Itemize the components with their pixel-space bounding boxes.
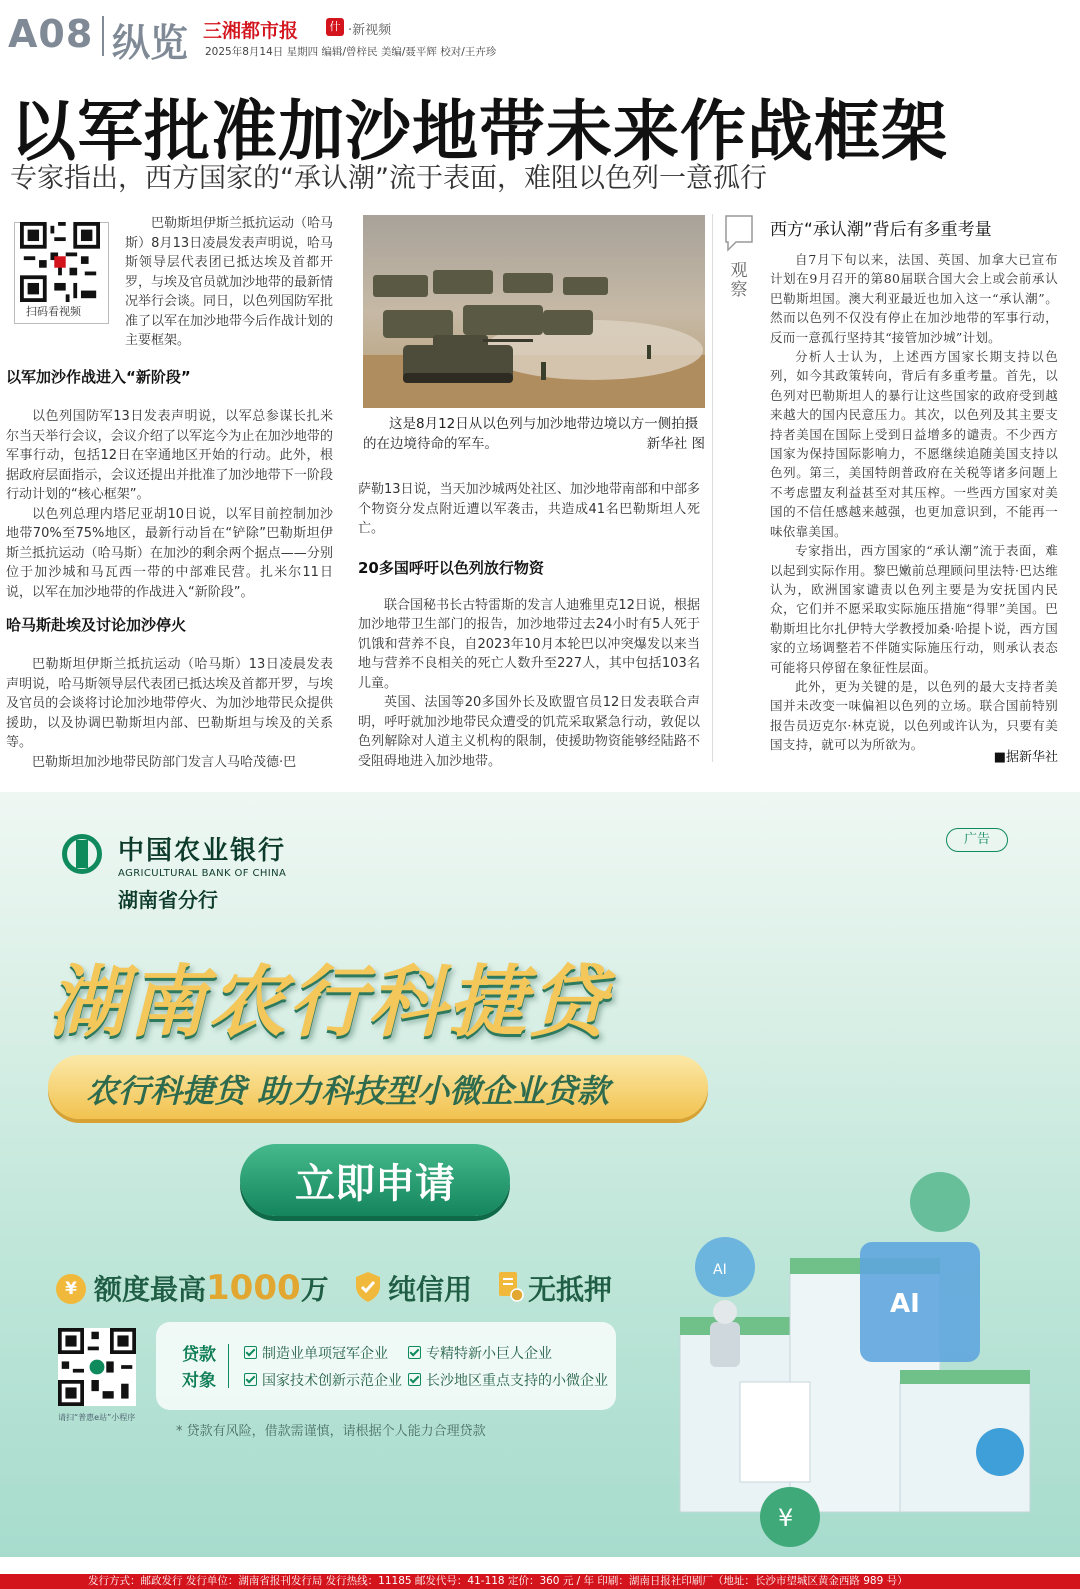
video-qr-code-icon[interactable]	[20, 222, 100, 302]
section2-para: 巴勒斯坦伊斯兰抵抗运动（哈马斯）13日凌晨发表声明说，哈马斯领导层代表团已抵达埃及首都开罗，与埃及官员的会谈将讨论加沙地带停火、为加沙地带民众提供援助，以及协调巴勒斯坦内部、巴勒斯坦与埃及的关系等。	[6, 657, 333, 750]
section3-title: 20多国呼吁以色列放行物资	[358, 558, 544, 577]
miniprogram-qr-code-icon[interactable]	[58, 1328, 136, 1406]
section2-title: 哈马斯赴埃及讨论加沙停火	[6, 616, 187, 634]
headline: 以军批准加沙地带未来作战框架	[10, 93, 948, 170]
speech-bubble-icon	[724, 214, 754, 254]
header-divider	[102, 16, 104, 56]
svg-text:¥: ¥	[778, 1504, 794, 1532]
tech-illustration	[640, 1122, 1080, 1557]
bank-name: 中国农业银行	[118, 836, 287, 866]
section3-para: 英国、法国等20多国外长及欧盟官员12日发表联合声明，呼吁就加沙地带民众遭受的饥荒采取紧急行动，敦促以色列解除对人道主义机构的限制，使援助物资能够经陆路不受阻碍地进入加沙地带。	[358, 695, 700, 769]
target-item: 长沙地区重点支持的小微企业	[426, 1373, 608, 1389]
no-collateral-icon	[496, 1270, 524, 1302]
subheadline: 专家指出，西方国家的“承认潮”流于表面，难阻以色列一意孤行	[10, 163, 767, 194]
ai-chip-label: AI	[890, 1289, 920, 1319]
column-divider	[712, 214, 713, 762]
feature1-suffix: 万	[300, 1273, 329, 1306]
footer-info: 发行方式：邮政发行 发行单位：湖南省报刊发行局 发行热线：11185 邮发代号：41-118 定价：360 元 / 年 印刷：湖南日报社印刷厂（地址：长沙市望城区黄金西路 989 号）	[0, 1574, 1080, 1589]
caption-text: 这是8月12日从以色列与加沙地带边境以方一侧拍摄的在边境待命的军车。	[363, 416, 699, 452]
section3-para: 联合国秘书长古特雷斯的发言人迪雅里克12日说，根据加沙地带卫生部门的报告，加沙地带过去24小时有5人死于饥饿和营养不良，自2023年10月本轮巴以冲突爆发以来当地与营养不良相关的死亡人数升至227人，其中包括103名儿童。	[358, 597, 700, 691]
ad-slogan: 农行科捷贷 助力科技型小微企业贷款	[86, 1072, 610, 1110]
qr-label: 扫码看视频	[26, 305, 81, 318]
section2	[6, 614, 333, 772]
col2-continued	[358, 480, 700, 771]
border-military-vehicles-photo	[363, 215, 705, 408]
ad-label: 广告	[946, 828, 1008, 852]
target-item: 国家技术创新示范企业	[262, 1373, 402, 1389]
observation-tag: 观察	[730, 261, 748, 300]
observation-title: 西方“承认潮”背后有多重考量	[770, 220, 992, 240]
issue-line: 2025年8月14日 星期四 编辑/曾梓民 美编/聂平辉 校对/王卉珍	[205, 46, 497, 58]
feature1-number: 1000	[206, 1268, 301, 1308]
observation-para: 此外，更为关键的是，以色列的最大支持者美国并未改变一味偏袒以色列的立场。联合国前特别报告员迈克尔·林克说，以色列或许认为，只要有美国支持，就可以为所欲为。	[770, 678, 1058, 753]
observation-para: 专家指出，西方国家的“承认潮”流于表面，难以起到实际作用。黎巴嫩前总理顾问里法特·巴达维认为，欧洲国家谴责以色列主要是为安抚国内民众，它们并不愿采取实际施压措施“得罪”美国。巴勒斯坦比尔扎伊特大学教授加桑·哈提卜说，西方国家的立场调整若不伴随实际施压行动，则承认表态可能将只停留在象征性层面。	[770, 543, 1058, 675]
photo-caption	[363, 414, 705, 454]
box-divider	[228, 1344, 229, 1388]
section1	[6, 366, 333, 602]
loan-target-box	[156, 1322, 616, 1410]
shield-icon	[354, 1271, 382, 1303]
newspaper-brand: 三湘都市报	[203, 20, 299, 42]
bank-branch: 湖南省分行	[118, 888, 218, 912]
lead-paragraph	[125, 214, 333, 351]
loan-target-label: 对象	[182, 1371, 216, 1391]
brand-subtitle: ·新视频	[348, 23, 392, 38]
feature1-prefix: 额度最高	[94, 1273, 207, 1306]
page-number: A08	[8, 12, 94, 56]
observation-source: ■据新华社	[993, 750, 1058, 765]
section1-para: 以色列国防军13日发表声明说，以军总参谋长扎米尔当天举行会议，会议介绍了以军迄今为止在加沙地带的军事行动，包括12日在宰通地区开始的行动。此外，根据政府层面指示，会议还提出并批准了加沙地带下一阶段行动计划的“核心框架”。	[6, 409, 333, 502]
section1-para: 以色列总理内塔尼亚胡10日说，以军目前控制加沙地带70%至75%地区，最新行动旨在“铲除”巴勒斯坦伊斯兰抵抗运动（哈马斯）在加沙的剩余两个据点——分别位于加沙城和马瓦西一带的中部难民营。扎米尔11日说，以军在加沙地带的作战进入“新阶段”。	[6, 506, 333, 600]
abc-logo-core-icon	[76, 840, 88, 868]
target-item: 专精特新小巨人企业	[426, 1346, 552, 1362]
check-icon	[408, 1346, 421, 1359]
observation-para: 自7月下旬以来，法国、英国、加拿大已宣布计划在9月召开的第80届联合国大会上或会前承认巴勒斯坦国。澳大利亚最近也加入这一“承认潮”。然而以色列不仅没有停止在加沙地带的军事行动，反而一意孤行坚持其“接管加沙城”计划。	[770, 252, 1058, 345]
section1-title: 以军加沙作战进入“新阶段”	[6, 368, 191, 386]
section2-para: 巴勒斯坦加沙地带民防部门发言人马哈茂德·巴	[32, 754, 297, 770]
ai-head-label: AI	[713, 1262, 727, 1278]
bank-name-en: AGRICULTURAL BANK OF CHINA	[118, 868, 287, 879]
loan-target-label: 贷款	[182, 1345, 216, 1365]
col2-para: 萨勒13日说，当天加沙城两处社区、加沙地带南部和中部多个物资分发点附近遭以军袭击，共造成41名巴勒斯坦人死亡。	[358, 482, 700, 536]
check-icon	[408, 1373, 421, 1386]
apply-now-button[interactable]: 立即申请	[240, 1144, 510, 1216]
check-icon	[244, 1346, 257, 1359]
observation-body	[770, 250, 1058, 755]
lead-text: 巴勒斯坦伊斯兰抵抗运动（哈马斯）8月13日凌晨发表声明说，哈马斯领导层代表团已抵达埃及首都开罗，与埃及官员就加沙地带的最新情况举行会谈。同日，以色列国防军批准了以军在加沙地带今后作战计划的主要框架。	[125, 216, 334, 348]
feature-credit-limit	[94, 1268, 329, 1308]
observation-para: 分析人士认为，上述西方国家长期支持以色列，如今其政策转向，背后有多重考量。首先，以色列对巴勒斯坦人的暴行让这些国家的政府受到越来越大的国内民意压力。其次，以色列及其主要支持者美国在国际上受到日益增多的谴责。不少西方国家为保持国际影响力，不愿继续追随美国支持以色列。第三，美国特朗普政府在关税等诸多问题上不考虑盟友利益甚至对其压榨。一些西方国家对美国的不信任感越来越强，也更加意识到，不能再一味依靠美国。	[770, 349, 1058, 539]
qr-note: 请扫“普惠e站”小程序	[58, 1413, 136, 1422]
check-icon	[244, 1373, 257, 1386]
feature-no-collateral: 无抵押	[528, 1273, 613, 1306]
target-item: 制造业单项冠军企业	[262, 1346, 388, 1362]
feature-pure-credit: 纯信用	[388, 1273, 473, 1306]
section-name: 纵览	[112, 21, 189, 65]
brand-badge-icon: 什	[326, 18, 344, 36]
yuan-icon: ¥	[56, 1274, 86, 1304]
photo-source: 新华社 图	[646, 436, 705, 452]
ad-title: 湖南农行科捷贷	[48, 958, 609, 1048]
loan-disclaimer: * 贷款有风险，借款需谨慎，请根据个人能力合理贷款	[176, 1424, 486, 1439]
